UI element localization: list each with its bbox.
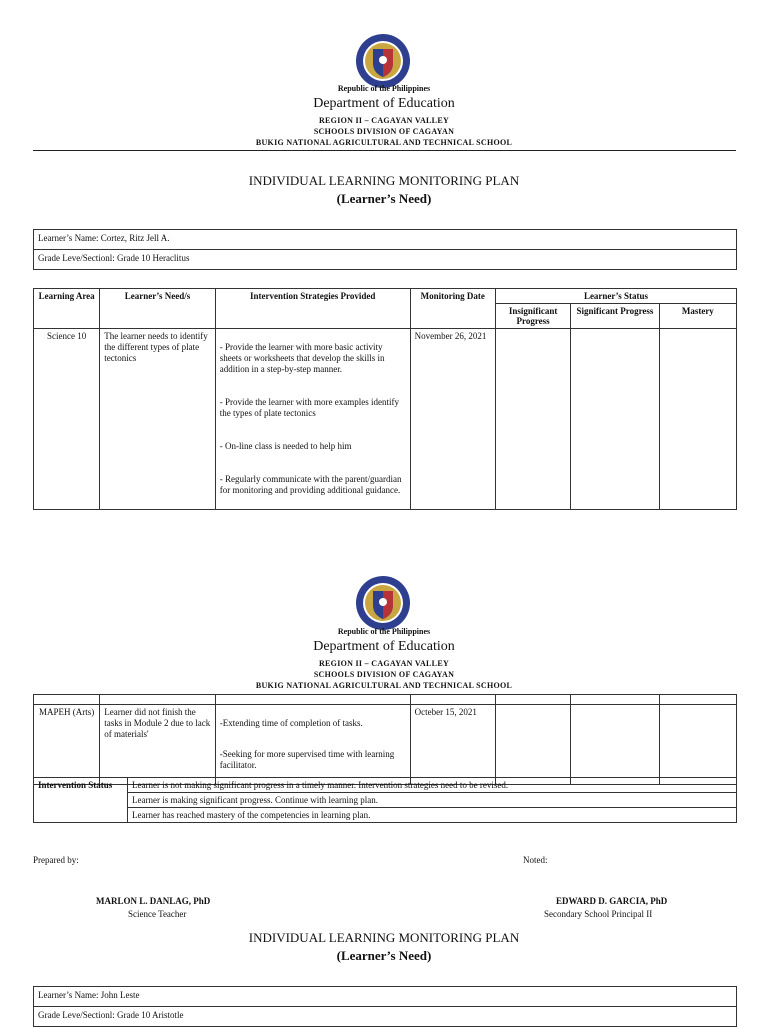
strategy-cell bbox=[215, 705, 410, 785]
date-cell: November 26, 2021 bbox=[410, 329, 495, 510]
school-name: BUKIG NATIONAL AGRICULTURAL AND TECHNICAL SCHOOL bbox=[255, 681, 513, 690]
learning-area-cell: Science 10 bbox=[34, 329, 100, 510]
plan-title: INDIVIDUAL LEARNING MONITORING PLAN bbox=[248, 173, 520, 188]
intervention-status-label: Intervention Status bbox=[34, 778, 128, 823]
principal-name: EDWARD D. GARCIA, PhD bbox=[556, 896, 668, 906]
date-cell: Octeber 15, 2021 bbox=[410, 705, 495, 785]
need-cell: Learner did not finish the tasks in Module 2 due to lack of materials' bbox=[100, 705, 215, 785]
mastery-cell bbox=[659, 705, 736, 785]
plan-subtitle: (Learner’s Need) bbox=[336, 191, 432, 206]
strategy-item: -Seeking for more supervised time with learning facilitator. bbox=[219, 749, 395, 770]
col-learning-area: Learning Area bbox=[34, 289, 100, 329]
col-significant: Significant Progress bbox=[571, 304, 659, 329]
header-divider bbox=[33, 150, 736, 151]
strategy-item: - Provide the learner with more basic activity sheets or worksheets that develop the skills in addition in a step-by-step manner. bbox=[219, 342, 385, 374]
division-text: SCHOOLS DIVISION OF CAGAYAN bbox=[313, 670, 455, 679]
table-row bbox=[34, 705, 737, 785]
learner-info-table bbox=[33, 986, 737, 1027]
significant-cell bbox=[571, 705, 659, 785]
col-strategies: Intervention Strategies Provided bbox=[215, 289, 410, 329]
region-text: REGION II – CAGAYAN VALLEY bbox=[318, 659, 450, 668]
noted-label: Noted: bbox=[523, 855, 548, 865]
status-row: Learner is making significant progress. Continue with learning plan. bbox=[128, 793, 737, 808]
significant-cell bbox=[571, 329, 659, 510]
monitoring-table bbox=[33, 288, 737, 510]
prepared-by-label: Prepared by: bbox=[33, 855, 79, 865]
republic-text: Republic of the Philippines bbox=[337, 84, 431, 93]
school-name: BUKIG NATIONAL AGRICULTURAL AND TECHNICAL SCHOOL bbox=[255, 138, 513, 147]
republic-text: Republic of the Philippines bbox=[337, 627, 431, 636]
insignificant-cell bbox=[495, 705, 570, 785]
teacher-name: MARLON L. DANLAG, PhD bbox=[96, 896, 211, 906]
intervention-status-table bbox=[33, 777, 737, 823]
learner-name: Learner’s Name: John Leste bbox=[34, 987, 737, 1007]
col-needs: Learner’s Need/s bbox=[100, 289, 215, 329]
monitoring-table-continued bbox=[33, 694, 737, 785]
col-insignificant: Insignificant Progress bbox=[495, 304, 570, 329]
strategy-item: - Provide the learner with more examples identify the types of plate tectonics bbox=[219, 397, 399, 418]
learner-name: Learner’s Name: Cortez, Ritz Jell A. bbox=[34, 230, 737, 250]
status-row: Learner is not making significant progress in a timely manner. Intervention strategies need to be revised. bbox=[128, 778, 737, 793]
strategy-item: - On-line class is needed to help him bbox=[219, 441, 352, 451]
col-status: Learner’s Status bbox=[495, 289, 736, 304]
principal-title: Secondary School Principal II bbox=[544, 909, 653, 919]
col-mastery: Mastery bbox=[659, 304, 736, 329]
department-title: Department of Education bbox=[313, 96, 455, 111]
col-date: Monitoring Date bbox=[410, 289, 495, 329]
strategy-item: - Regularly communicate with the parent/guardian for monitoring and providing additional guidance. bbox=[219, 474, 402, 495]
table-row bbox=[34, 329, 737, 510]
grade-section: Grade Leve/Sectionl: Grade 10 Aristotle bbox=[34, 1007, 737, 1027]
status-row: Learner has reached mastery of the competencies in learning plan. bbox=[128, 808, 737, 823]
teacher-title: Science Teacher bbox=[128, 909, 187, 919]
need-cell: The learner needs to identify the different types of plate tectonics bbox=[100, 329, 215, 510]
plan-title: INDIVIDUAL LEARNING MONITORING PLAN bbox=[248, 930, 520, 945]
strategy-item: -Extending time of completion of tasks. bbox=[219, 718, 363, 728]
region-text: REGION II – CAGAYAN VALLEY bbox=[318, 116, 450, 125]
insignificant-cell bbox=[495, 329, 570, 510]
grade-section: Grade Leve/Sectionl: Grade 10 Heraclitus bbox=[34, 250, 737, 270]
learning-area-cell: MAPEH (Arts) bbox=[34, 705, 100, 785]
division-text: SCHOOLS DIVISION OF CAGAYAN bbox=[313, 127, 455, 136]
department-title: Department of Education bbox=[313, 639, 455, 654]
strategy-cell bbox=[215, 329, 410, 510]
mastery-cell bbox=[659, 329, 736, 510]
learner-info-table bbox=[33, 229, 737, 270]
plan-subtitle: (Learner’s Need) bbox=[336, 948, 432, 963]
